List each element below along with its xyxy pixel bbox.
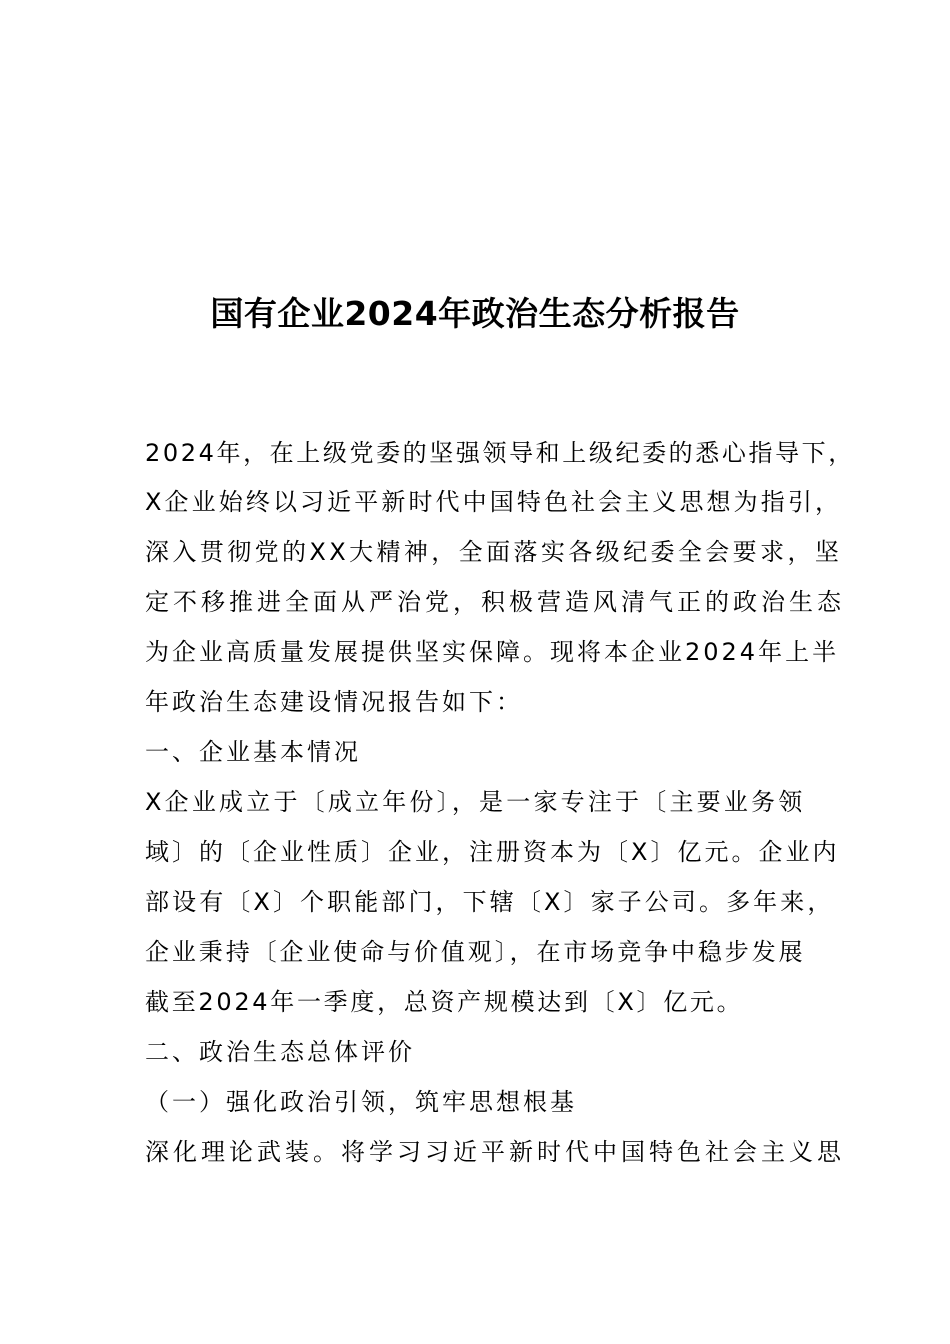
body-line: 深化理论武装。将学习习近平新时代中国特色社会主义思 — [145, 1138, 845, 1166]
body-line: 年政治生态建设情况报告如下： — [145, 688, 523, 716]
body-line: X企业始终以习近平新时代中国特色社会主义思想为指引， — [145, 488, 843, 516]
body-line: X企业成立于〔成立年份〕，是一家专注于〔主要业务领 — [145, 788, 806, 816]
body-line: 深入贯彻党的XX大精神，全面落实各级纪委全会要求，坚 — [145, 538, 843, 566]
body-line: 域〕的〔企业性质〕企业，注册资本为〔X〕亿元。企业内 — [145, 838, 840, 866]
body-line: 部设有〔X〕个职能部门，下辖〔X〕家子公司。多年来， — [145, 888, 835, 916]
section-heading-1: 一、企业基本情况 — [145, 738, 361, 766]
body-line: 截至2024年一季度，总资产规模达到〔X〕亿元。 — [145, 988, 744, 1016]
body-line: 企业秉持〔企业使命与价值观〕，在市场竞争中稳步发展 — [145, 938, 806, 966]
body-line: 2024年，在上级党委的坚强领导和上级纪委的悉心指导下， — [145, 439, 855, 467]
document-title: 国有企业2024年政治生态分析报告 — [210, 294, 740, 333]
section-heading-2: 二、政治生态总体评价 — [145, 1038, 415, 1066]
subsection-heading-1: （一）强化政治引领，筑牢思想根基 — [145, 1088, 577, 1116]
body-line: 定不移推进全面从严治党，积极营造风清气正的政治生态 — [145, 588, 845, 616]
body-line: 为企业高质量发展提供坚实保障。现将本企业2024年上半 — [145, 638, 840, 666]
